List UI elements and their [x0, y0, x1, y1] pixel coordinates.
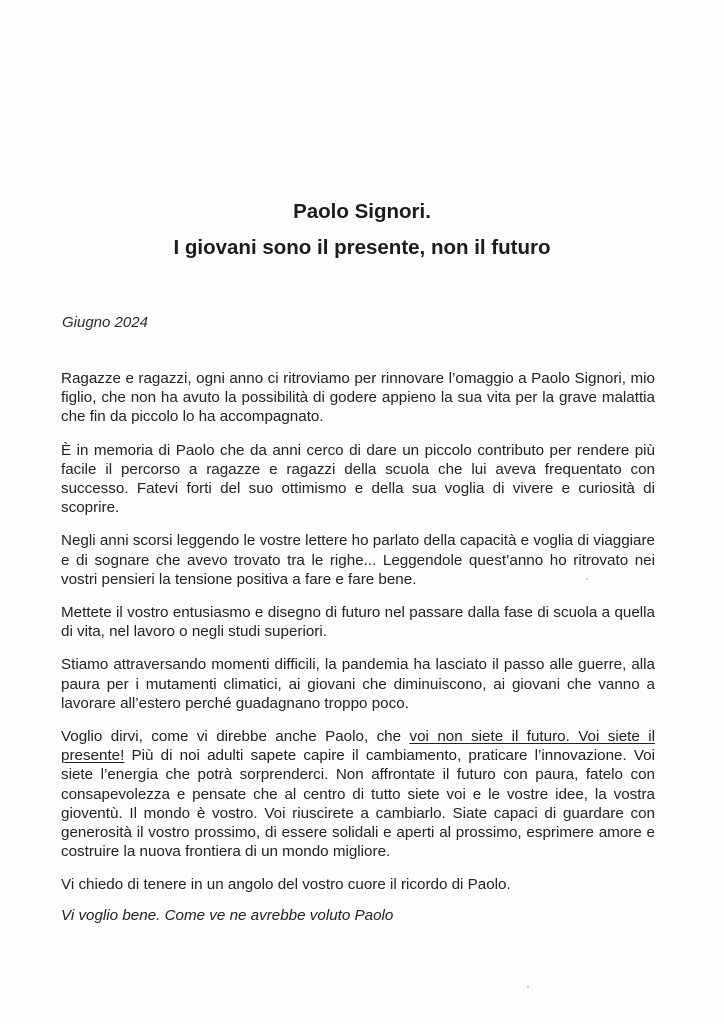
scan-speck [586, 578, 588, 580]
letter-body [61, 369, 655, 939]
paragraph-2: È in memoria di Paolo che da anni cerco di dare un piccolo contributo per rendere più facile il percorso a ragazze e ragazzi della scuola che lui aveva frequentato con successo. Fatevi forti del suo ottimismo e della sua voglia di vivere e curiosità di scoprire. [61, 441, 655, 517]
title-headline: I giovani sono il presente, non il futuro [173, 236, 551, 259]
paragraph-6-intro: Voglio dirvi, come vi direbbe anche Paolo, che [61, 728, 410, 746]
scan-speck [527, 986, 529, 988]
paragraph-3: Negli anni scorsi leggendo le vostre lettere ho parlato della capacità e voglia di viaggiare e di sognare che avevo trovato tra le righe... Leggendole quest’anno ho ritrovato nei vostri pensieri la tensione positiva a fare e fare bene. [61, 532, 655, 588]
underlined-quote: voi non siete il futuro. Voi siete il presente! [61, 728, 656, 765]
paragraph-7: Vi chiedo di tenere in un angolo del vostro cuore il ricordo di Paolo. [61, 876, 511, 894]
paragraph-5: Stiamo attraversando momenti difficili, la pandemia ha lasciato il passo alle guerre, alla paura per i mutamenti climatici, ai giovani che diminuiscono, ai giovani che vanno a lavorare all’estero perché guadagnano troppo poco. [61, 656, 655, 712]
paragraph-6-rest: Più di noi adulti sapete capire il cambiamento, praticare l’innovazione. Voi siete l’energia che potrà sorprenderci. Non affrontate il futuro con paura, fatelo con consapevolezza e pensate che al centro di tutto siete voi e le vostre idee, la vostra gioventù. Il mondo è vostro. Voi riuscirete a cambiarlo. Siate capaci di guardare con generosità il vostro prossimo, di essere solidali e aperti al prossimo, esprimere amore e costruire la nuova frontiera di un mondo migliore. [61, 747, 655, 861]
title-name: Paolo Signori. [293, 200, 431, 223]
paragraph-1: Ragazze e ragazzi, ogni anno ci ritroviamo per rinnovare l’omaggio a Paolo Signori, mio figlio, che non ha avuto la possibilità di godere appieno la sua vita per la grave malattia che fin da piccolo lo ha accompagnato. [61, 370, 655, 426]
closing-line: Vi voglio bene. Come ve ne avrebbe voluto Paolo [61, 906, 394, 924]
paragraph-4: Mettete il vostro entusiasmo e disegno di futuro nel passare dalla fase di scuola a quella di vita, nel lavoro o negli studi superiori. [61, 604, 655, 641]
letter-date: Giugno 2024 [62, 314, 148, 331]
paragraph-6 [61, 727, 655, 861]
